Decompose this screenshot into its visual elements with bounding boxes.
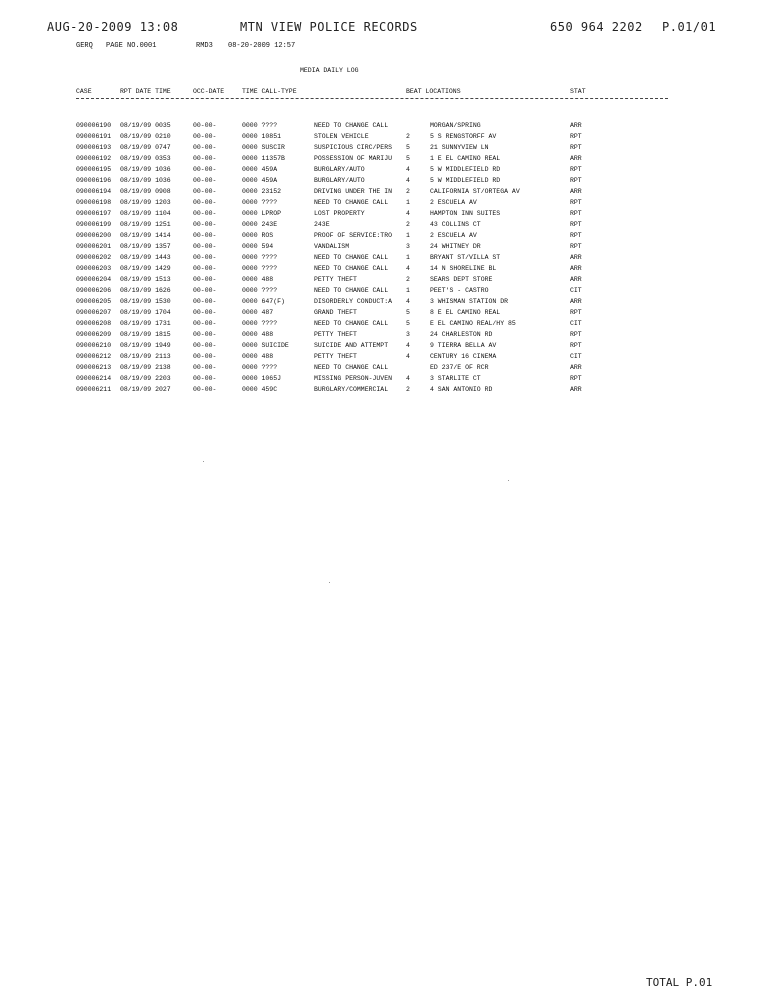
call-type: NEED TO CHANGE CALL (314, 265, 389, 272)
location: 3 WHISMAN STATION DR (430, 298, 509, 305)
call-code: 0000 594 (242, 243, 274, 250)
report-date-time: 08/19/09 1357 (120, 243, 171, 250)
report-date-time: 08/19/09 1036 (120, 177, 171, 184)
call-code: 0000 LPROP (242, 210, 282, 217)
occurrence-date: 00-00- (193, 320, 217, 327)
call-code: 0000 11357B (242, 155, 285, 162)
case-number: 090006190 (76, 122, 112, 129)
report-date-time: 08/19/09 1513 (120, 276, 171, 283)
beat: 2 (406, 221, 410, 228)
case-number: 090006209 (76, 331, 112, 338)
call-code: 0000 243E (242, 221, 278, 228)
occurrence-date: 00-00- (193, 254, 217, 261)
status: RPT (570, 232, 582, 239)
beat: 5 (406, 320, 410, 327)
case-number: 090006211 (76, 386, 112, 393)
call-type: LOST PROPERTY (314, 210, 365, 217)
call-type: NEED TO CHANGE CALL (314, 122, 389, 129)
report-date-time: 08/19/09 0035 (120, 122, 171, 129)
table-row (0, 208, 768, 219)
call-type: MISSING PERSON-JUVEN (314, 375, 393, 382)
location: CALIFORNIA ST/ORTEGA AV (430, 188, 520, 195)
case-number: 090006196 (76, 177, 112, 184)
call-code: 0000 488 (242, 353, 274, 360)
report-date-time: 08/19/09 0908 (120, 188, 171, 195)
status: RPT (570, 144, 582, 151)
table-row (0, 142, 768, 153)
location: 2 ESCUELA AV (430, 199, 477, 206)
call-code: 0000 10851 (242, 133, 282, 140)
status: RPT (570, 177, 582, 184)
location: 9 TIERRA BELLA AV (430, 342, 497, 349)
occurrence-date: 00-00- (193, 221, 217, 228)
report-title: MEDIA DAILY LOG (300, 67, 359, 74)
beat: 4 (406, 342, 410, 349)
call-type: NEED TO CHANGE CALL (314, 320, 389, 327)
beat: 2 (406, 276, 410, 283)
report-date-time: 08/19/09 1530 (120, 298, 171, 305)
fax-page: P.01/01 (662, 20, 717, 34)
location: 4 SAN ANTONIO RD (430, 386, 493, 393)
table-row (0, 340, 768, 351)
call-code: 0000 ???? (242, 122, 278, 129)
query-id: GERQ (76, 42, 93, 50)
case-number: 090006192 (76, 155, 112, 162)
case-number: 090006200 (76, 232, 112, 239)
case-number: 090006210 (76, 342, 112, 349)
beat: 1 (406, 287, 410, 294)
status: ARR (570, 298, 582, 305)
status: RPT (570, 221, 582, 228)
call-type: NEED TO CHANGE CALL (314, 364, 389, 371)
call-code: 0000 488 (242, 331, 274, 338)
location: PEET'S - CASTRO (430, 287, 489, 294)
report-date-time: 08/19/09 0210 (120, 133, 171, 140)
table-row (0, 285, 768, 296)
report-date-time: 08/19/09 1704 (120, 309, 171, 316)
report-date-time: 08/19/09 1731 (120, 320, 171, 327)
call-type: BURGLARY/AUTO (314, 166, 365, 173)
call-type: GRAND THEFT (314, 309, 357, 316)
table-row (0, 175, 768, 186)
status: RPT (570, 243, 582, 250)
table-row (0, 296, 768, 307)
location: 21 SUNNYVIEW LN (430, 144, 489, 151)
call-code: 0000 ???? (242, 265, 278, 272)
call-type: DRIVING UNDER THE IN (314, 188, 393, 195)
occurrence-date: 00-00- (193, 188, 217, 195)
call-type: DISORDERLY CONDUCT:A (314, 298, 393, 305)
status: RPT (570, 133, 582, 140)
report-date-time: 08/19/09 2138 (120, 364, 171, 371)
beat: 2 (406, 188, 410, 195)
report-date-time: 08/19/09 2203 (120, 375, 171, 382)
call-code: 0000 ???? (242, 364, 278, 371)
report-date-time: 08/19/09 1815 (120, 331, 171, 338)
table-row (0, 153, 768, 164)
location: 14 N SHORELINE BL (430, 265, 497, 272)
status: ARR (570, 155, 582, 162)
occurrence-date: 00-00- (193, 166, 217, 173)
status: ARR (570, 122, 582, 129)
table-row (0, 373, 768, 384)
beat: 1 (406, 254, 410, 261)
location: 5 W MIDDLEFIELD RD (430, 166, 501, 173)
case-number: 090006197 (76, 210, 112, 217)
call-type: BURGLARY/AUTO (314, 177, 365, 184)
report-date-time: 08/19/09 2027 (120, 386, 171, 393)
call-type: NEED TO CHANGE CALL (314, 254, 389, 261)
col-beat-locations: BEAT LOCATIONS (406, 88, 461, 95)
status: ARR (570, 386, 582, 393)
report-date-time: 08/19/09 0353 (120, 155, 171, 162)
call-code: 0000 ???? (242, 320, 278, 327)
status: RPT (570, 375, 582, 382)
call-code: 0000 488 (242, 276, 274, 283)
case-number: 090006201 (76, 243, 112, 250)
call-type: PETTY THEFT (314, 331, 357, 338)
report-date-time: 08/19/09 1251 (120, 221, 171, 228)
status: CIT (570, 353, 582, 360)
location: 2 ESCUELA AV (430, 232, 477, 239)
case-number: 090006203 (76, 265, 112, 272)
case-number: 090006195 (76, 166, 112, 173)
fax-agency: MTN VIEW POLICE RECORDS (240, 20, 418, 34)
table-row (0, 362, 768, 373)
status: RPT (570, 199, 582, 206)
call-type: PETTY THEFT (314, 353, 357, 360)
case-number: 090006213 (76, 364, 112, 371)
beat: 4 (406, 177, 410, 184)
table-row (0, 131, 768, 142)
status: CIT (570, 320, 582, 327)
call-type: POSSESSION OF MARIJU (314, 155, 393, 162)
table-row (0, 164, 768, 175)
occurrence-date: 00-00- (193, 386, 217, 393)
beat: 5 (406, 144, 410, 151)
col-stat: STAT (570, 88, 586, 95)
report-date-time: 08/19/09 1626 (120, 287, 171, 294)
beat: 3 (406, 243, 410, 250)
call-type: VANDALISM (314, 243, 350, 250)
beat: 5 (406, 309, 410, 316)
report-date-time: 08/19/09 1036 (120, 166, 171, 173)
status: RPT (570, 342, 582, 349)
call-code: 0000 23152 (242, 188, 282, 195)
run-date: 08-20-2009 12:57 (228, 42, 296, 50)
case-number: 090006198 (76, 199, 112, 206)
call-code: 0000 459C (242, 386, 278, 393)
status: CIT (570, 287, 582, 294)
location: SEARS DEPT STORE (430, 276, 493, 283)
fax-phone: 650 964 2202 (550, 20, 643, 34)
call-code: 0000 SUICIDE (242, 342, 289, 349)
status: ARR (570, 364, 582, 371)
call-type: PETTY THEFT (314, 276, 357, 283)
case-number: 090006204 (76, 276, 112, 283)
case-number: 090006202 (76, 254, 112, 261)
table-row (0, 197, 768, 208)
call-code: 0000 459A (242, 177, 278, 184)
call-type: SUSPICIOUS CIRC/PERS (314, 144, 393, 151)
col-rpt-date-time: RPT DATE TIME (120, 88, 171, 95)
occurrence-date: 00-00- (193, 298, 217, 305)
location: 1 E EL CAMINO REAL (430, 155, 501, 162)
occurrence-date: 00-00- (193, 232, 217, 239)
case-number: 090006199 (76, 221, 112, 228)
location: 3 STARLITE CT (430, 375, 481, 382)
report-date-time: 08/19/09 1104 (120, 210, 171, 217)
status: ARR (570, 254, 582, 261)
call-type: SUICIDE AND ATTEMPT (314, 342, 389, 349)
call-type: NEED TO CHANGE CALL (314, 287, 389, 294)
table-row (0, 263, 768, 274)
case-number: 090006214 (76, 375, 112, 382)
page-number: PAGE NO.0001 (106, 42, 157, 50)
scan-speck (508, 480, 509, 481)
location: CENTURY 16 CINEMA (430, 353, 497, 360)
beat: 4 (406, 375, 410, 382)
occurrence-date: 00-00- (193, 133, 217, 140)
call-type: BURGLARY/COMMERCIAL (314, 386, 389, 393)
call-code: 0000 ROS (242, 232, 274, 239)
call-code: 0000 647(F) (242, 298, 285, 305)
beat: 4 (406, 298, 410, 305)
case-number: 090006194 (76, 188, 112, 195)
location: E EL CAMINO REAL/HY 85 (430, 320, 516, 327)
header-divider (76, 98, 668, 99)
case-number: 090006205 (76, 298, 112, 305)
occurrence-date: 00-00- (193, 177, 217, 184)
occurrence-date: 00-00- (193, 342, 217, 349)
table-row (0, 384, 768, 395)
location: 24 CHARLESTON RD (430, 331, 493, 338)
case-number: 090006191 (76, 133, 112, 140)
table-row (0, 230, 768, 241)
occurrence-date: 00-00- (193, 243, 217, 250)
beat: 2 (406, 386, 410, 393)
call-code: 0000 1065J (242, 375, 282, 382)
status: ARR (570, 276, 582, 283)
table-row (0, 329, 768, 340)
call-type: NEED TO CHANGE CALL (314, 199, 389, 206)
call-code: 0000 ???? (242, 287, 278, 294)
table-row (0, 120, 768, 131)
occurrence-date: 00-00- (193, 144, 217, 151)
occurrence-date: 00-00- (193, 276, 217, 283)
beat: 2 (406, 133, 410, 140)
log-table (0, 120, 768, 395)
status: RPT (570, 166, 582, 173)
case-number: 090006193 (76, 144, 112, 151)
call-type: PROOF OF SERVICE:TRO (314, 232, 393, 239)
table-row (0, 241, 768, 252)
report-date-time: 08/19/09 1443 (120, 254, 171, 261)
status: ARR (570, 265, 582, 272)
run-id: RMD3 (196, 42, 213, 50)
location: BRYANT ST/VILLA ST (430, 254, 501, 261)
occurrence-date: 00-00- (193, 287, 217, 294)
call-code: 0000 ???? (242, 199, 278, 206)
occurrence-date: 00-00- (193, 199, 217, 206)
beat: 1 (406, 199, 410, 206)
fax-total-pages: TOTAL P.01 (646, 976, 713, 989)
table-row (0, 252, 768, 263)
beat: 3 (406, 331, 410, 338)
location: MORGAN/SPRING (430, 122, 481, 129)
report-date-time: 08/19/09 1414 (120, 232, 171, 239)
beat: 4 (406, 210, 410, 217)
report-date-time: 08/19/09 1949 (120, 342, 171, 349)
call-code: 0000 ???? (242, 254, 278, 261)
call-code: 0000 SUSCIR (242, 144, 285, 151)
report-date-time: 08/19/09 2113 (120, 353, 171, 360)
case-number: 090006207 (76, 309, 112, 316)
beat: 5 (406, 155, 410, 162)
call-type: 243E (314, 221, 330, 228)
col-occ-date: OCC-DATE (193, 88, 225, 95)
report-date-time: 08/19/09 1203 (120, 199, 171, 206)
occurrence-date: 00-00- (193, 265, 217, 272)
location: HAMPTON INN SUITES (430, 210, 501, 217)
beat: 1 (406, 232, 410, 239)
table-row (0, 186, 768, 197)
occurrence-date: 00-00- (193, 353, 217, 360)
table-row (0, 274, 768, 285)
col-time-call-type: TIME CALL-TYPE (242, 88, 297, 95)
location: 5 W MIDDLEFIELD RD (430, 177, 501, 184)
beat: 4 (406, 265, 410, 272)
table-row (0, 219, 768, 230)
occurrence-date: 00-00- (193, 210, 217, 217)
table-row (0, 318, 768, 329)
occurrence-date: 00-00- (193, 122, 217, 129)
call-code: 0000 487 (242, 309, 274, 316)
location: 8 E EL CAMINO REAL (430, 309, 501, 316)
fax-datetime: AUG-20-2009 13:08 (47, 20, 179, 34)
case-number: 090006208 (76, 320, 112, 327)
location: 24 WHITNEY DR (430, 243, 481, 250)
location: 5 S RENGSTORFF AV (430, 133, 497, 140)
table-row (0, 307, 768, 318)
report-date-time: 08/19/09 1429 (120, 265, 171, 272)
occurrence-date: 00-00- (193, 364, 217, 371)
location: 43 COLLINS CT (430, 221, 481, 228)
beat: 4 (406, 353, 410, 360)
occurrence-date: 00-00- (193, 375, 217, 382)
status: RPT (570, 331, 582, 338)
occurrence-date: 00-00- (193, 309, 217, 316)
scan-speck (329, 582, 330, 583)
table-row (0, 351, 768, 362)
call-type: STOLEN VEHICLE (314, 133, 369, 140)
status: RPT (570, 309, 582, 316)
occurrence-date: 00-00- (193, 155, 217, 162)
occurrence-date: 00-00- (193, 331, 217, 338)
scan-speck (203, 461, 204, 462)
case-number: 090006212 (76, 353, 112, 360)
case-number: 090006206 (76, 287, 112, 294)
report-date-time: 08/19/09 0747 (120, 144, 171, 151)
col-case: CASE (76, 88, 92, 95)
beat: 4 (406, 166, 410, 173)
location: ED 237/E OF RCR (430, 364, 489, 371)
call-code: 0000 459A (242, 166, 278, 173)
status: RPT (570, 210, 582, 217)
status: ARR (570, 188, 582, 195)
